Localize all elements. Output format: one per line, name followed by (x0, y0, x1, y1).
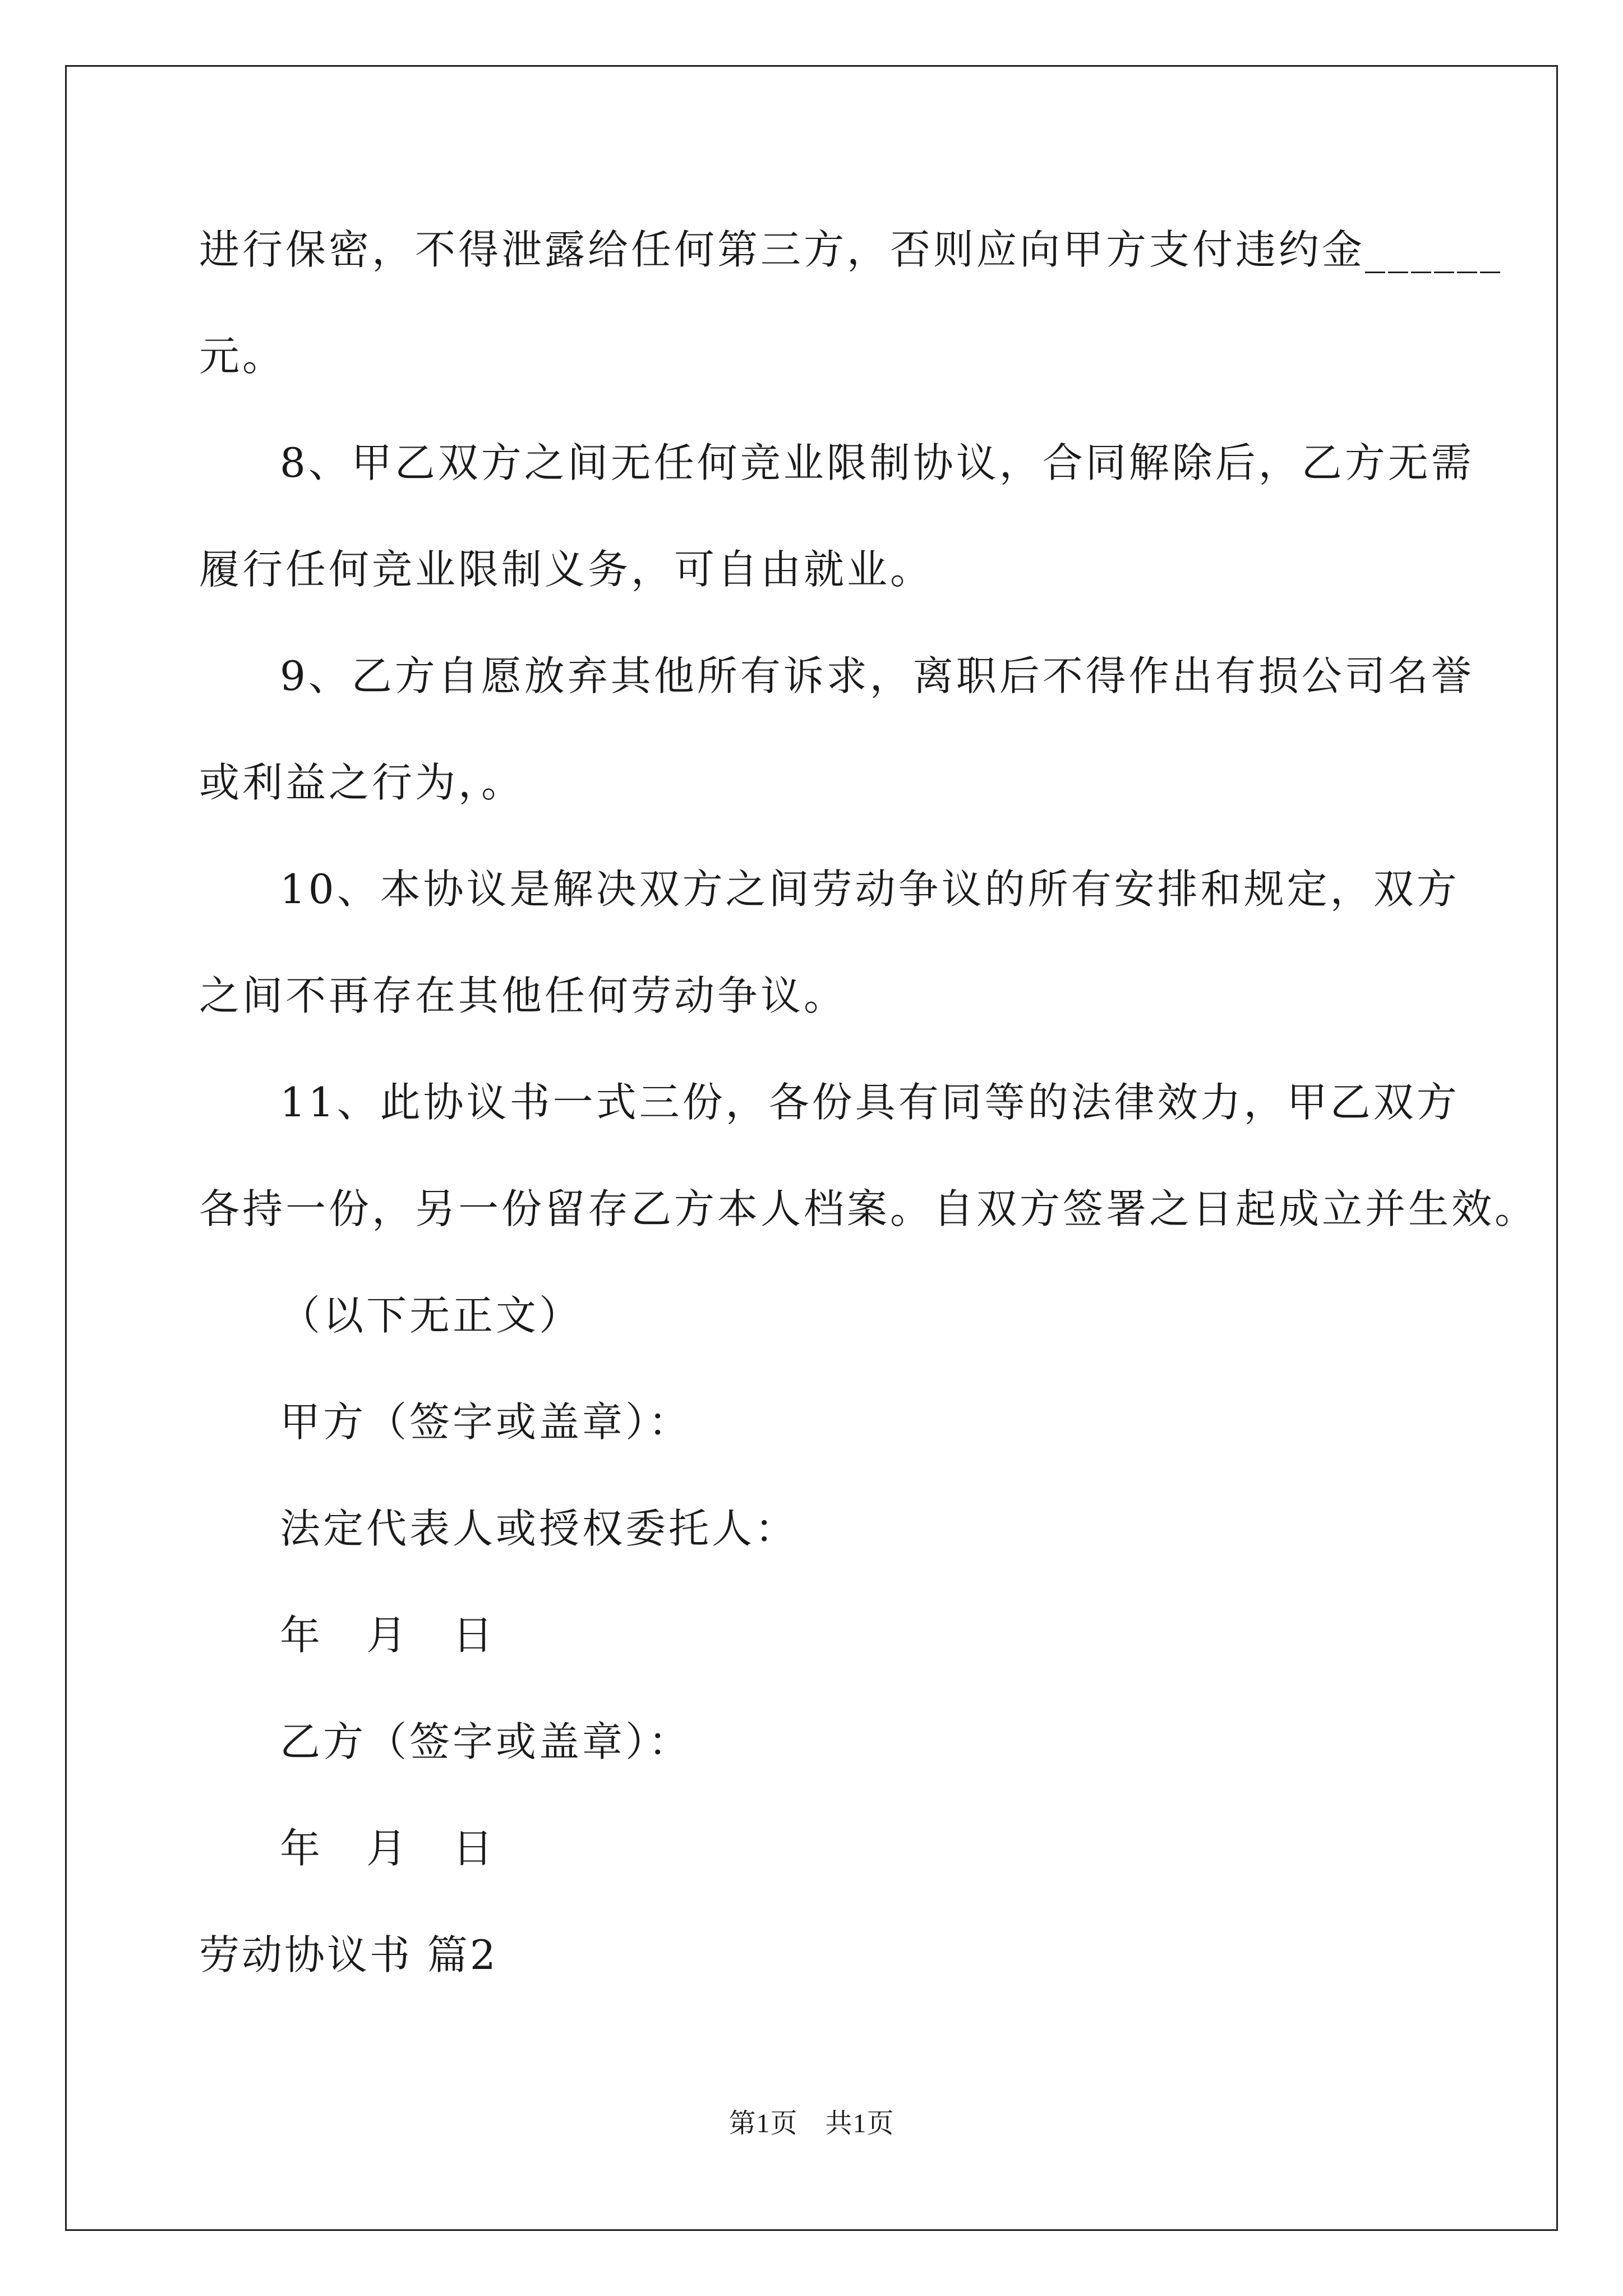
clause-11-line-1: 11、此协议书一式三份，各份具有同等的法律效力，甲乙双方 (280, 1079, 1460, 1126)
paragraph-line: 进行保密，不得泄露给任何第三方，否则应向甲方支付违约金______ (199, 226, 1504, 273)
no-further-text-note: （以下无正文） (280, 1292, 583, 1339)
page-frame (65, 65, 1558, 2231)
party-a-date-label: 年 月 日 (280, 1612, 496, 1659)
paragraph-line: 元。 (199, 333, 286, 380)
section-heading: 劳动协议书 篇2 (199, 1931, 498, 1978)
clause-10-line-1: 10、本协议是解决双方之间劳动争议的所有安排和规定，双方 (280, 866, 1460, 913)
clause-11-line-2: 各持一份，另一份留存乙方本人档案。自双方签署之日起成立并生效。 (199, 1185, 1538, 1232)
party-b-signature-label: 乙方（签字或盖章）： (280, 1718, 692, 1765)
party-b-date-label: 年 月 日 (280, 1825, 496, 1872)
clause-10-line-2: 之间不再存在其他任何劳动争议。 (199, 972, 847, 1019)
clause-9-line-2: 或利益之行为，。 (199, 759, 525, 806)
legal-representative-label: 法定代表人或授权委托人： (280, 1505, 799, 1552)
page-number-footer: 第1页 共1页 (728, 2109, 895, 2138)
clause-8-line-2: 履行任何竞业限制义务，可自由就业。 (199, 546, 934, 593)
party-a-signature-label: 甲方（签字或盖章）： (280, 1398, 692, 1446)
clause-8-line-1: 8、甲乙双方之间无任何竞业限制协议，合同解除后，乙方无需 (280, 439, 1474, 486)
clause-9-line-1: 9、乙方自愿放弃其他所有诉求，离职后不得作出有损公司名誉 (280, 652, 1474, 700)
